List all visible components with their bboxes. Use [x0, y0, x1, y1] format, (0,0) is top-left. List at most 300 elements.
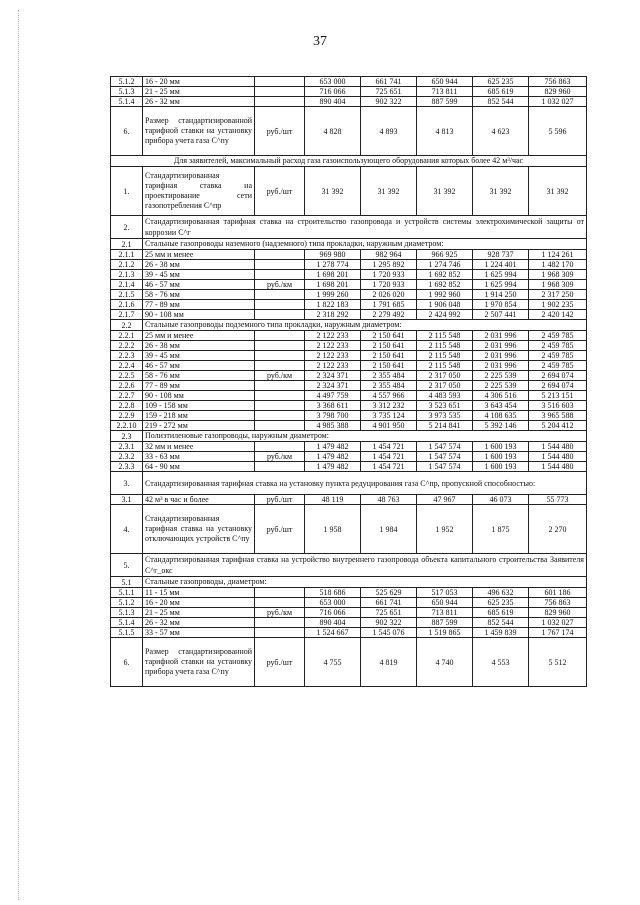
value-cell: 2 355 484 — [361, 381, 417, 391]
value-cell: 1 902 235 — [529, 300, 587, 310]
value-cell: 650 944 — [417, 598, 473, 608]
row-unit: руб./км — [255, 608, 305, 618]
table-row — [111, 505, 587, 554]
value-cell: 1 970 854 — [473, 300, 529, 310]
row-unit — [255, 87, 305, 97]
value-cell: 1 958 — [305, 505, 361, 554]
value-cell: 46 073 — [473, 495, 529, 505]
row-number: 5.1.5 — [111, 628, 143, 638]
value-cell: 2 694 074 — [529, 371, 587, 381]
value-cell: 2 355 484 — [361, 371, 417, 381]
row-unit — [255, 598, 305, 608]
value-cell: 1 999 260 — [305, 290, 361, 300]
value-cell: 4 740 — [417, 638, 473, 687]
row-description: 26 - 38 мм — [143, 260, 255, 270]
value-cell: 928 737 — [473, 250, 529, 260]
row-unit — [255, 411, 305, 421]
table-row — [111, 216, 587, 239]
value-cell: 2 225 539 — [473, 381, 529, 391]
row-unit — [255, 97, 305, 107]
value-cell: 982 964 — [361, 250, 417, 260]
value-cell: 2 318 292 — [305, 310, 361, 320]
table-row — [111, 320, 587, 331]
row-description: Стандартизированная тарифная ставка на проектирование сети газопотребления С^пр — [143, 167, 255, 216]
value-cell: 1 600 193 — [473, 452, 529, 462]
row-number: 5.1.4 — [111, 618, 143, 628]
value-cell: 1 032 027 — [529, 618, 587, 628]
value-cell: 1 454 721 — [361, 442, 417, 452]
table-row — [111, 628, 587, 638]
value-cell: 685 619 — [473, 608, 529, 618]
value-cell: 3 368 611 — [305, 401, 361, 411]
value-cell: 31 392 — [305, 167, 361, 216]
page-number: 37 — [313, 34, 327, 49]
value-cell: 1 545 076 — [361, 628, 417, 638]
value-cell: 829 960 — [529, 608, 587, 618]
row-unit: руб./км — [255, 452, 305, 462]
row-number: 2.1.5 — [111, 290, 143, 300]
table-row — [111, 462, 587, 472]
value-cell: 1 519 865 — [417, 628, 473, 638]
row-number: 2.1 — [111, 239, 143, 250]
row-description: 46 - 57 мм — [143, 280, 255, 290]
value-cell: 2 317 050 — [417, 371, 473, 381]
value-cell: 4 985 388 — [305, 421, 361, 431]
row-unit — [255, 290, 305, 300]
row-number: 2.2.10 — [111, 421, 143, 431]
table-row — [111, 239, 587, 250]
section-title: Стандартизированная тарифная ставка на строительство газопровода и устройств системы электрохимической защиты от коррозии С^г — [143, 216, 587, 239]
row-description: 77 - 89 мм — [143, 300, 255, 310]
row-description: 58 - 76 мм — [143, 371, 255, 381]
value-cell: 713 811 — [417, 87, 473, 97]
row-number: 2.3.3 — [111, 462, 143, 472]
value-cell: 1 124 261 — [529, 250, 587, 260]
table-row — [111, 411, 587, 421]
value-cell: 2 317 250 — [529, 290, 587, 300]
table-row — [111, 270, 587, 280]
value-cell: 5 596 — [529, 107, 587, 156]
row-unit — [255, 618, 305, 628]
value-cell: 2 424 992 — [417, 310, 473, 320]
row-unit — [255, 381, 305, 391]
value-cell: 716 066 — [305, 87, 361, 97]
row-description: Размер стандартизированной тарифной ставки на установку прибора учета газа С^пу — [143, 638, 255, 687]
row-unit — [255, 391, 305, 401]
row-number: 5.1.3 — [111, 608, 143, 618]
row-description: 219 - 272 мм — [143, 421, 255, 431]
table-row — [111, 452, 587, 462]
value-cell: 2 031 996 — [473, 351, 529, 361]
row-unit — [255, 628, 305, 638]
row-unit — [255, 588, 305, 598]
row-unit — [255, 270, 305, 280]
value-cell: 1 600 193 — [473, 462, 529, 472]
row-number: 5.1.3 — [111, 87, 143, 97]
value-cell: 2 279 492 — [361, 310, 417, 320]
value-cell: 1 547 574 — [417, 442, 473, 452]
value-cell: 4 108 635 — [473, 411, 529, 421]
table-row — [111, 280, 587, 290]
value-cell: 890 404 — [305, 618, 361, 628]
value-cell: 2 115 548 — [417, 351, 473, 361]
row-unit: руб./шт — [255, 638, 305, 687]
value-cell: 2 150 641 — [361, 331, 417, 341]
value-cell: 625 235 — [473, 598, 529, 608]
value-cell: 1 698 201 — [305, 270, 361, 280]
section-title: Стандартизированная тарифная ставка на установку пункта редуцирования газа С^пр, пропускной способностью: — [143, 472, 587, 495]
value-cell: 852 544 — [473, 618, 529, 628]
value-cell: 2 031 996 — [473, 331, 529, 341]
table-row — [111, 608, 587, 618]
table-row — [111, 331, 587, 341]
value-cell: 4 813 — [417, 107, 473, 156]
value-cell: 5 204 412 — [529, 421, 587, 431]
section-title: Полиэтиленовые газопроводы, наружным диаметром: — [143, 431, 587, 442]
value-cell: 2 324 371 — [305, 381, 361, 391]
value-cell: 2 150 641 — [361, 361, 417, 371]
value-cell: 4 828 — [305, 107, 361, 156]
row-number: 2.1.4 — [111, 280, 143, 290]
row-unit — [255, 361, 305, 371]
value-cell: 1 482 170 — [529, 260, 587, 270]
value-cell: 3 312 232 — [361, 401, 417, 411]
value-cell: 2 122 233 — [305, 341, 361, 351]
row-description: 16 - 20 мм — [143, 77, 255, 87]
value-cell: 1 544 480 — [529, 462, 587, 472]
value-cell: 5 214 841 — [417, 421, 473, 431]
row-description: 16 - 20 мм — [143, 598, 255, 608]
value-cell: 2 115 548 — [417, 361, 473, 371]
value-cell: 661 741 — [361, 598, 417, 608]
table-row — [111, 554, 587, 577]
value-cell: 1 479 482 — [305, 452, 361, 462]
value-cell: 3 798 700 — [305, 411, 361, 421]
row-number: 2.1.7 — [111, 310, 143, 320]
table-row — [111, 341, 587, 351]
row-description: 33 - 63 мм — [143, 452, 255, 462]
value-cell: 1 914 250 — [473, 290, 529, 300]
value-cell: 650 944 — [417, 77, 473, 87]
table-row — [111, 638, 587, 687]
table-row — [111, 87, 587, 97]
row-description: 21 - 25 мм — [143, 608, 255, 618]
value-cell: 3 965 588 — [529, 411, 587, 421]
value-cell: 1 720 933 — [361, 270, 417, 280]
value-cell: 685 619 — [473, 87, 529, 97]
value-cell: 2 420 142 — [529, 310, 587, 320]
table-row — [111, 598, 587, 608]
row-number: 2.2.9 — [111, 411, 143, 421]
table-row — [111, 442, 587, 452]
row-number: 6. — [111, 638, 143, 687]
value-cell: 1 984 — [361, 505, 417, 554]
value-cell: 4 755 — [305, 638, 361, 687]
value-cell: 4 819 — [361, 638, 417, 687]
row-number: 2.1.2 — [111, 260, 143, 270]
value-cell: 1 720 933 — [361, 280, 417, 290]
value-cell: 2 122 233 — [305, 351, 361, 361]
row-number: 2.1.1 — [111, 250, 143, 260]
row-number: 2.2.5 — [111, 371, 143, 381]
value-cell: 2 031 996 — [473, 361, 529, 371]
value-cell: 4 893 — [361, 107, 417, 156]
value-cell: 5 213 151 — [529, 391, 587, 401]
value-cell: 2 694 074 — [529, 381, 587, 391]
value-cell: 661 741 — [361, 77, 417, 87]
row-description: 42 м³ в час и более — [143, 495, 255, 505]
value-cell: 31 392 — [529, 167, 587, 216]
value-cell: 725 651 — [361, 608, 417, 618]
row-number: 2.2.1 — [111, 331, 143, 341]
row-number: 2.1.3 — [111, 270, 143, 280]
table-row — [111, 260, 587, 270]
value-cell: 5 392 146 — [473, 421, 529, 431]
value-cell: 1 968 309 — [529, 270, 587, 280]
value-cell: 2 115 548 — [417, 341, 473, 351]
value-cell: 1 692 852 — [417, 280, 473, 290]
value-cell: 4 483 593 — [417, 391, 473, 401]
value-cell: 4 497 759 — [305, 391, 361, 401]
row-description: 90 - 108 мм — [143, 391, 255, 401]
row-description: 26 - 38 мм — [143, 341, 255, 351]
value-cell: 1 544 480 — [529, 452, 587, 462]
value-cell: 1 822 183 — [305, 300, 361, 310]
table-row — [111, 77, 587, 87]
value-cell: 4 306 516 — [473, 391, 529, 401]
row-description: 21 - 25 мм — [143, 87, 255, 97]
value-cell: 1 767 174 — [529, 628, 587, 638]
value-cell: 2 150 641 — [361, 341, 417, 351]
row-unit — [255, 300, 305, 310]
row-number: 2.3.2 — [111, 452, 143, 462]
value-cell: 2 122 233 — [305, 331, 361, 341]
value-cell: 887 599 — [417, 97, 473, 107]
row-description: 25 мм и менее — [143, 250, 255, 260]
value-cell: 653 000 — [305, 598, 361, 608]
row-description: 33 - 57 мм — [143, 628, 255, 638]
row-description: 77 - 89 мм — [143, 381, 255, 391]
row-description: Стандартизированная тарифная ставка на установку отключающих устройств С^пу — [143, 505, 255, 554]
row-number: 2.3.1 — [111, 442, 143, 452]
row-unit: руб./км — [255, 280, 305, 290]
value-cell: 3 523 651 — [417, 401, 473, 411]
value-cell: 47 967 — [417, 495, 473, 505]
row-description: Размер стандартизированной тарифной ставки на установку прибора учета газа С^пу — [143, 107, 255, 156]
value-cell: 1 600 193 — [473, 442, 529, 452]
value-cell: 55 773 — [529, 495, 587, 505]
table-row — [111, 577, 587, 588]
table-row — [111, 381, 587, 391]
value-cell: 1 625 994 — [473, 270, 529, 280]
value-cell: 1 454 721 — [361, 452, 417, 462]
value-cell: 48 763 — [361, 495, 417, 505]
row-number: 5.1.4 — [111, 97, 143, 107]
value-cell: 1 875 — [473, 505, 529, 554]
value-cell: 1 479 482 — [305, 462, 361, 472]
row-unit — [255, 250, 305, 260]
value-cell: 625 235 — [473, 77, 529, 87]
value-cell: 2 031 996 — [473, 341, 529, 351]
value-cell: 756 863 — [529, 598, 587, 608]
value-cell: 1 791 685 — [361, 300, 417, 310]
row-number: 5.1 — [111, 577, 143, 588]
table-row — [111, 290, 587, 300]
row-number: 2.2.4 — [111, 361, 143, 371]
row-number: 3.1 — [111, 495, 143, 505]
row-number: 2.2.7 — [111, 391, 143, 401]
row-unit: руб./шт — [255, 505, 305, 554]
table-row — [111, 472, 587, 495]
value-cell: 4 557 966 — [361, 391, 417, 401]
row-description: 109 - 158 мм — [143, 401, 255, 411]
value-cell: 756 863 — [529, 77, 587, 87]
row-unit — [255, 401, 305, 411]
row-unit: руб./шт — [255, 495, 305, 505]
row-unit — [255, 331, 305, 341]
row-number: 2.3 — [111, 431, 143, 442]
value-cell: 902 322 — [361, 618, 417, 628]
row-unit — [255, 462, 305, 472]
value-cell: 3 735 124 — [361, 411, 417, 421]
row-unit: руб./шт — [255, 107, 305, 156]
row-description: 11 - 15 мм — [143, 588, 255, 598]
value-cell: 2 459 785 — [529, 331, 587, 341]
row-number: 2.2.2 — [111, 341, 143, 351]
value-cell: 1 547 574 — [417, 452, 473, 462]
table-row — [111, 167, 587, 216]
value-cell: 716 066 — [305, 608, 361, 618]
value-cell: 1 278 774 — [305, 260, 361, 270]
value-cell: 4 623 — [473, 107, 529, 156]
table-row — [111, 250, 587, 260]
value-cell: 2 115 548 — [417, 331, 473, 341]
table-row — [111, 97, 587, 107]
value-cell: 1 906 048 — [417, 300, 473, 310]
value-cell: 966 925 — [417, 250, 473, 260]
row-number: 5. — [111, 554, 143, 577]
section-title: Стальные газопроводы, диаметром: — [143, 577, 587, 588]
table-row — [111, 371, 587, 381]
table-row — [111, 310, 587, 320]
table-row — [111, 300, 587, 310]
row-number: 2. — [111, 216, 143, 239]
value-cell: 2 459 785 — [529, 341, 587, 351]
table-row — [111, 361, 587, 371]
value-cell: 2 507 441 — [473, 310, 529, 320]
section-title: Стальные газопроводы подземного типа прокладки, наружным диаметром: — [143, 320, 587, 331]
row-description: 25 мм и менее — [143, 331, 255, 341]
value-cell: 1 625 994 — [473, 280, 529, 290]
value-cell: 1 274 746 — [417, 260, 473, 270]
value-cell: 31 392 — [473, 167, 529, 216]
row-unit — [255, 421, 305, 431]
row-number: 2.1.6 — [111, 300, 143, 310]
row-description: 58 - 76 мм — [143, 290, 255, 300]
value-cell: 1 698 201 — [305, 280, 361, 290]
value-cell: 2 026 020 — [361, 290, 417, 300]
value-cell: 2 459 785 — [529, 351, 587, 361]
value-cell: 601 186 — [529, 588, 587, 598]
value-cell: 1 968 309 — [529, 280, 587, 290]
value-cell: 969 980 — [305, 250, 361, 260]
row-number: 6. — [111, 107, 143, 156]
value-cell: 496 632 — [473, 588, 529, 598]
value-cell: 1 454 721 — [361, 462, 417, 472]
row-unit: руб./шт — [255, 167, 305, 216]
value-cell: 517 053 — [417, 588, 473, 598]
value-cell: 2 225 539 — [473, 371, 529, 381]
row-unit — [255, 442, 305, 452]
margin-dots — [18, 10, 19, 900]
value-cell: 4 553 — [473, 638, 529, 687]
table-row — [111, 401, 587, 411]
value-cell: 1 479 482 — [305, 442, 361, 452]
table-row — [111, 351, 587, 361]
table-row — [111, 588, 587, 598]
row-unit — [255, 260, 305, 270]
value-cell: 2 270 — [529, 505, 587, 554]
row-unit — [255, 351, 305, 361]
row-number: 5.1.2 — [111, 77, 143, 87]
value-cell: 2 122 233 — [305, 361, 361, 371]
value-cell: 902 322 — [361, 97, 417, 107]
row-number: 2.2 — [111, 320, 143, 331]
tariff-table — [110, 76, 587, 687]
value-cell: 1 992 960 — [417, 290, 473, 300]
row-unit — [255, 77, 305, 87]
table-row — [111, 391, 587, 401]
row-description: 39 - 45 мм — [143, 351, 255, 361]
table-row — [111, 107, 587, 156]
row-unit — [255, 341, 305, 351]
value-cell: 1 459 839 — [473, 628, 529, 638]
row-description: 159 - 218 мм — [143, 411, 255, 421]
value-cell: 1 544 480 — [529, 442, 587, 452]
row-description: 39 - 45 мм — [143, 270, 255, 280]
value-cell: 31 392 — [361, 167, 417, 216]
value-cell: 2 150 641 — [361, 351, 417, 361]
row-unit — [255, 310, 305, 320]
value-cell: 5 512 — [529, 638, 587, 687]
value-cell: 1 547 574 — [417, 462, 473, 472]
row-unit: руб./км — [255, 371, 305, 381]
row-number: 5.1.1 — [111, 588, 143, 598]
value-cell: 890 404 — [305, 97, 361, 107]
row-description: 90 - 108 мм — [143, 310, 255, 320]
value-cell: 525 629 — [361, 588, 417, 598]
value-cell: 1 224 401 — [473, 260, 529, 270]
section-title: Стальные газопроводы наземного (надземного) типа прокладки, наружным диаметром: — [143, 239, 587, 250]
value-cell: 2 324 371 — [305, 371, 361, 381]
value-cell: 1 692 852 — [417, 270, 473, 280]
section-title: Стандартизированная тарифная ставка на устройство внутреннего газопровода объекта капитального строительства Заявителя С^г_окс — [143, 554, 587, 577]
value-cell: 725 651 — [361, 87, 417, 97]
row-number: 5.1.2 — [111, 598, 143, 608]
value-cell: 31 392 — [417, 167, 473, 216]
row-number: 1. — [111, 167, 143, 216]
value-cell: 829 960 — [529, 87, 587, 97]
table-row — [111, 431, 587, 442]
table-row — [111, 618, 587, 628]
value-cell: 1 032 027 — [529, 97, 587, 107]
table-row — [111, 495, 587, 505]
value-cell: 3 643 454 — [473, 401, 529, 411]
row-description: 32 мм и менее — [143, 442, 255, 452]
row-description: 26 - 32 мм — [143, 97, 255, 107]
value-cell: 3 973 535 — [417, 411, 473, 421]
table-row — [111, 421, 587, 431]
